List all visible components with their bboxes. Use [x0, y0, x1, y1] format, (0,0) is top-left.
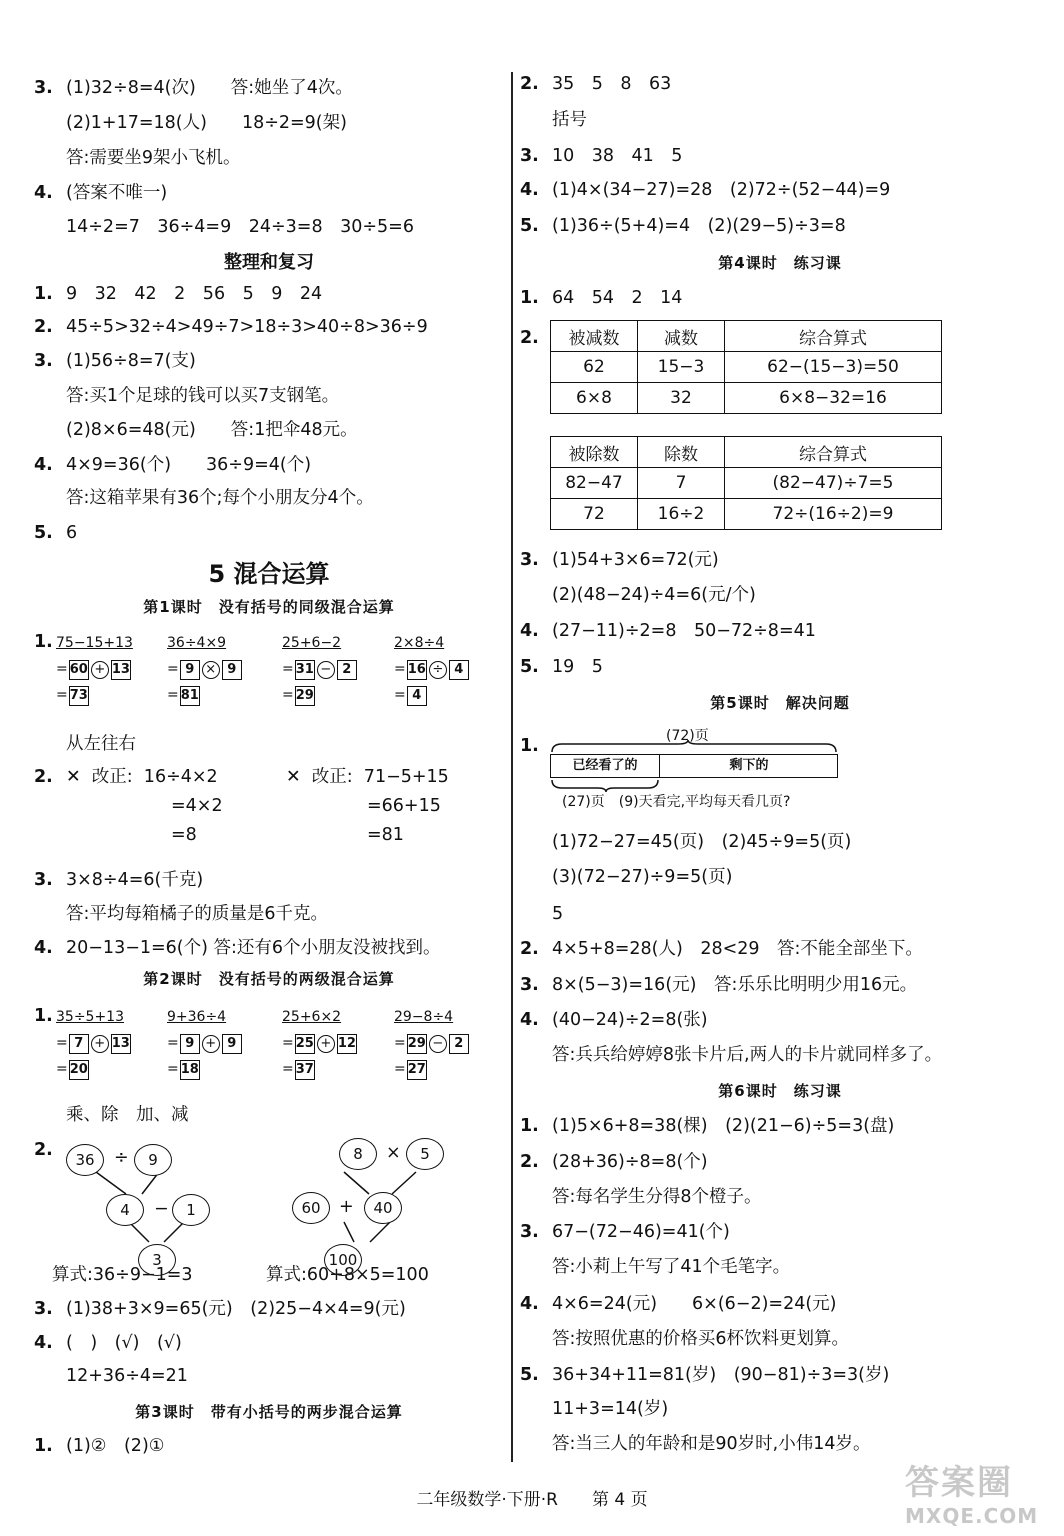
- q4-line2: 14÷2=7 36÷4=9 24÷3=8 30÷5=6: [66, 217, 414, 237]
- l1q1-note: 从左往右: [66, 734, 136, 754]
- answer-box: 12: [337, 1034, 357, 1054]
- table-row: 6×8 32 6×8−32=16: [551, 383, 942, 414]
- answer-box: 4: [449, 660, 469, 680]
- operator-circle: ×: [202, 661, 220, 679]
- review-q3-answer: 答:买1个足球的钱可以买7支钢笔。: [66, 386, 340, 406]
- review-q3-part2: (2)8×6=48(元) 答:1把伞48元。: [66, 420, 358, 440]
- expression-result: = 18: [167, 1056, 243, 1082]
- l6q4-answer: 答:按照优惠的价格买6杯饮料更划算。: [552, 1329, 850, 1349]
- expression-text: 25+6×2: [282, 1009, 342, 1025]
- table1-header: 减数: [638, 321, 725, 352]
- expression-step: = 25 + 12: [282, 1030, 358, 1056]
- l6q2-answer: 答:每名学生分得8个橙子。: [552, 1187, 762, 1207]
- expression-block: [282, 1004, 358, 1082]
- l1q4: 4. 20−13−1=6(个) 答:还有6个小朋友没被找到。: [34, 938, 441, 958]
- review-q5: 5. 6: [34, 523, 78, 543]
- expression-block: [394, 1004, 470, 1082]
- tree2-node-d: 40: [364, 1192, 402, 1224]
- lesson4-title: 第4课时 练习课: [718, 254, 842, 272]
- expression-text: 35÷5+13: [56, 1009, 124, 1025]
- answer-box: 29: [295, 686, 315, 706]
- answer-box: 16: [407, 660, 427, 680]
- l5q2: 2. 4×5+8=28(人) 28<29 答:不能全部坐下。: [520, 939, 923, 959]
- table2-header: 被除数: [551, 437, 638, 468]
- page-footer: 二年级数学·下册·R 第 4 页: [416, 1490, 648, 1510]
- answer-box: 13: [111, 660, 131, 680]
- expression-block: [56, 630, 133, 708]
- q3-line2: (2)1+17=18(人) 18÷2=9(架): [66, 113, 347, 133]
- expression-step: = 7 + 13: [56, 1030, 132, 1056]
- rq2-line2: 括号: [552, 110, 587, 130]
- l6q5-answer: 答:当三人的年龄和是90岁时,小伟14岁。: [552, 1434, 871, 1454]
- table-row: 82−47 7 (82−47)÷7=5: [551, 468, 942, 499]
- l1q3: 3. 3×8÷4=6(千克): [34, 870, 204, 890]
- table1-header: 综合算式: [725, 321, 942, 352]
- expression-result: = 20: [56, 1056, 132, 1082]
- l1q2-a-line2: =4×2: [171, 796, 223, 816]
- operator-circle: ÷: [429, 661, 447, 679]
- table2-header: 综合算式: [725, 437, 942, 468]
- chapter-title: 5 混合运算: [208, 560, 330, 588]
- operator-circle: +: [91, 661, 109, 679]
- answer-box: 37: [295, 1060, 315, 1080]
- answer-box: 13: [111, 1034, 131, 1054]
- column-divider: [511, 72, 513, 1462]
- expression-step: = 29 − 2: [394, 1030, 470, 1056]
- expression-step: = 60 + 13: [56, 656, 133, 682]
- expression-result: = 27: [394, 1056, 470, 1082]
- operator-circle: −: [429, 1035, 447, 1053]
- expression-text: 2×8÷4: [394, 635, 445, 651]
- tree1-node-b: 9: [134, 1144, 172, 1176]
- tree2-op1: ×: [386, 1143, 401, 1163]
- expression-result: = 4: [394, 682, 470, 708]
- table-row: 62 15−3 62−(15−3)=50: [551, 352, 942, 383]
- lesson2-title: 第2课时 没有括号的两级混合运算: [143, 970, 395, 988]
- l1q2-a-line3: =8: [171, 825, 197, 845]
- review-q4: 4. 4×9=36(个) 36÷9=4(个): [34, 455, 312, 475]
- l6q1: 1. (1)5×6+8=38(棵) (2)(21−6)÷5=3(盘): [520, 1116, 895, 1136]
- q3-line1: 3. (1)32÷8=4(次) 答:她坐了4次。: [34, 78, 353, 98]
- operator-circle: +: [317, 1035, 335, 1053]
- expression-text: 36÷4×9: [167, 635, 227, 651]
- rq5: 5. (1)36÷(5+4)=4 (2)(29−5)÷3=8: [520, 216, 846, 236]
- l1q2-b-line3: =81: [367, 825, 404, 845]
- answer-box: 2: [337, 660, 357, 680]
- expression-step: = 9 + 9: [167, 1030, 243, 1056]
- answer-box: 18: [180, 1060, 200, 1080]
- q3-line3: 答:需要坐9架小飞机。: [66, 148, 241, 168]
- answer-box: 2: [449, 1034, 469, 1054]
- answer-box: 73: [69, 686, 89, 706]
- tree2-node-b: 5: [406, 1138, 444, 1170]
- expression-text: 75−15+13: [56, 635, 133, 651]
- diagram-remaining-segment: 剩下的: [729, 758, 769, 773]
- l6q3-answer: 答:小莉上午写了41个毛笔字。: [552, 1257, 791, 1277]
- l6q2: 2. (28+36)÷8=8(个): [520, 1152, 708, 1172]
- answer-box: 7: [69, 1034, 89, 1054]
- l6q5: 5. 36+34+11=81(岁) (90−81)÷3=3(岁): [520, 1365, 890, 1385]
- diagram-read-segment: 已经看了的: [551, 755, 660, 777]
- expression-text: 9+36÷4: [167, 1009, 227, 1025]
- l5q3: 3. 8×(5−3)=16(元) 答:乐乐比明明少用16元。: [520, 975, 918, 995]
- answer-box: 9: [222, 1034, 242, 1054]
- answer-box: 31: [295, 660, 315, 680]
- answer-box: 60: [69, 660, 89, 680]
- lesson1-title: 第1课时 没有括号的同级混合运算: [143, 598, 395, 616]
- expression-block: [282, 630, 358, 708]
- answer-box: 20: [69, 1060, 89, 1080]
- answer-box: 27: [407, 1060, 427, 1080]
- l4q3-line2: (2)(48−24)÷4=6(元/个): [552, 585, 756, 605]
- l5q1-line3: (3)(72−27)÷9=5(页): [552, 867, 733, 887]
- expression-block: [167, 1004, 243, 1082]
- tree2-op2: +: [339, 1197, 354, 1217]
- answer-box: 29: [407, 1034, 427, 1054]
- table2-header: 除数: [638, 437, 725, 468]
- operator-circle: +: [91, 1035, 109, 1053]
- tree2-node-e: 100: [324, 1244, 362, 1276]
- expression-text: 25+6−2: [282, 635, 342, 651]
- expression-step: = 9 × 9: [167, 656, 243, 682]
- rq2: 2. 35 5 8 63: [520, 74, 672, 94]
- l2q3: 3. (1)38+3×9=65(元) (2)25−4×4=9(元): [34, 1299, 406, 1319]
- l4q4: 4. (27−11)÷2=8 50−72÷8=41: [520, 621, 816, 641]
- operator-circle: −: [317, 661, 335, 679]
- l6q3: 3. 67−(72−46)=41(个): [520, 1222, 730, 1242]
- expression-step: = 31 − 2: [282, 656, 358, 682]
- answer-box: 9: [180, 660, 200, 680]
- expression-step: = 16 ÷ 4: [394, 656, 470, 682]
- l4q5: 5. 19 5: [520, 657, 603, 677]
- tree1-op1: ÷: [114, 1148, 129, 1168]
- tree1-node-a: 36: [66, 1144, 104, 1176]
- l1q2-b-line2: =66+15: [367, 796, 441, 816]
- l5q1-line2: (1)72−27=45(页) (2)45÷9=5(页): [552, 832, 852, 852]
- review-q4-answer: 答:这箱苹果有36个;每个小朋友分4个。: [66, 488, 374, 508]
- tree1-node-e: 3: [138, 1244, 176, 1276]
- diagram-bottom-label: (27)页 (9)天看完,平均每天看几页?: [562, 794, 791, 810]
- expression-block: [394, 630, 470, 708]
- rq3: 3. 10 38 41 5: [520, 146, 683, 166]
- table-row: 72 16÷2 72÷(16÷2)=9: [551, 499, 942, 530]
- table-subtraction: [550, 320, 942, 414]
- l5q1-line4: 5: [552, 904, 564, 924]
- expression-block: [167, 630, 243, 708]
- expression-text: 29−8÷4: [394, 1009, 454, 1025]
- table-division: [550, 436, 942, 530]
- table1-header: 被减数: [551, 321, 638, 352]
- expression-result: = 81: [167, 682, 243, 708]
- l5q4: 4. (40−24)÷2=8(张): [520, 1010, 708, 1030]
- answer-box: 9: [222, 660, 242, 680]
- l4q3: 3. (1)54+3×6=72(元): [520, 550, 719, 570]
- l2q2-formula2: 算式:60+8×5=100: [266, 1265, 429, 1285]
- expression-result: = 37: [282, 1056, 358, 1082]
- diagram-bar: [550, 754, 838, 778]
- l2q4: 4. ( ) (√) (√): [34, 1333, 182, 1353]
- l2q4-line2: 12+36÷4=21: [66, 1366, 188, 1386]
- review-q1: 1. 9 32 42 2 56 5 9 24: [34, 284, 323, 304]
- lesson6-title: 第6课时 练习课: [718, 1082, 842, 1100]
- tree2-node-c: 60: [292, 1192, 330, 1224]
- review-q3: 3. (1)56÷8=7(支): [34, 351, 196, 371]
- lesson5-title: 第5课时 解决问题: [710, 694, 850, 712]
- watermark-logo: 答案圈 MXQE.COM: [905, 1463, 1039, 1528]
- expression-result: = 29: [282, 682, 358, 708]
- l2q2-formula1: 算式:36÷9−1=3: [52, 1265, 193, 1285]
- answer-box: 81: [180, 686, 200, 706]
- l3q1: 1. (1)② (2)①: [34, 1436, 165, 1456]
- l1q3-answer: 答:平均每箱橘子的质量是6千克。: [66, 904, 329, 924]
- operator-circle: +: [202, 1035, 220, 1053]
- q4-line1: 4. (答案不唯一): [34, 183, 168, 203]
- lesson3-title: 第3课时 带有小括号的两步混合运算: [135, 1403, 403, 1421]
- l1q2-b-line1: ✕ 改正: 71−5+15: [286, 767, 449, 787]
- l1q2-a-line1: ✕ 改正: 16÷4×2: [66, 767, 218, 787]
- answer-box: 25: [295, 1034, 315, 1054]
- tree1-node-d: 1: [172, 1194, 210, 1226]
- l6q5-line2: 11+3=14(岁): [552, 1399, 669, 1419]
- review-q2: 2. 45÷5>32÷4>49÷7>18÷3>40÷8>36÷9: [34, 317, 428, 337]
- tree1-op2: −: [154, 1199, 169, 1219]
- rq4: 4. (1)4×(34−27)=28 (2)72÷(52−44)=9: [520, 180, 891, 200]
- expression-result: = 73: [56, 682, 133, 708]
- expression-block: [56, 1004, 132, 1082]
- l6q4: 4. 4×6=24(元) 6×(6−2)=24(元): [520, 1294, 837, 1314]
- review-heading: 整理和复习: [224, 252, 314, 273]
- tree2-node-a: 8: [339, 1138, 377, 1170]
- answer-box: 9: [180, 1034, 200, 1054]
- l4q1: 1. 64 54 2 14: [520, 288, 683, 308]
- l5q4-answer: 答:兵兵给婷婷8张卡片后,两人的卡片就同样多了。: [552, 1045, 943, 1065]
- diagram-total-label: (72)页: [666, 728, 709, 744]
- l2q1-note: 乘、除 加、减: [66, 1105, 189, 1125]
- answer-box: 4: [407, 686, 427, 706]
- tree1-node-c: 4: [106, 1194, 144, 1226]
